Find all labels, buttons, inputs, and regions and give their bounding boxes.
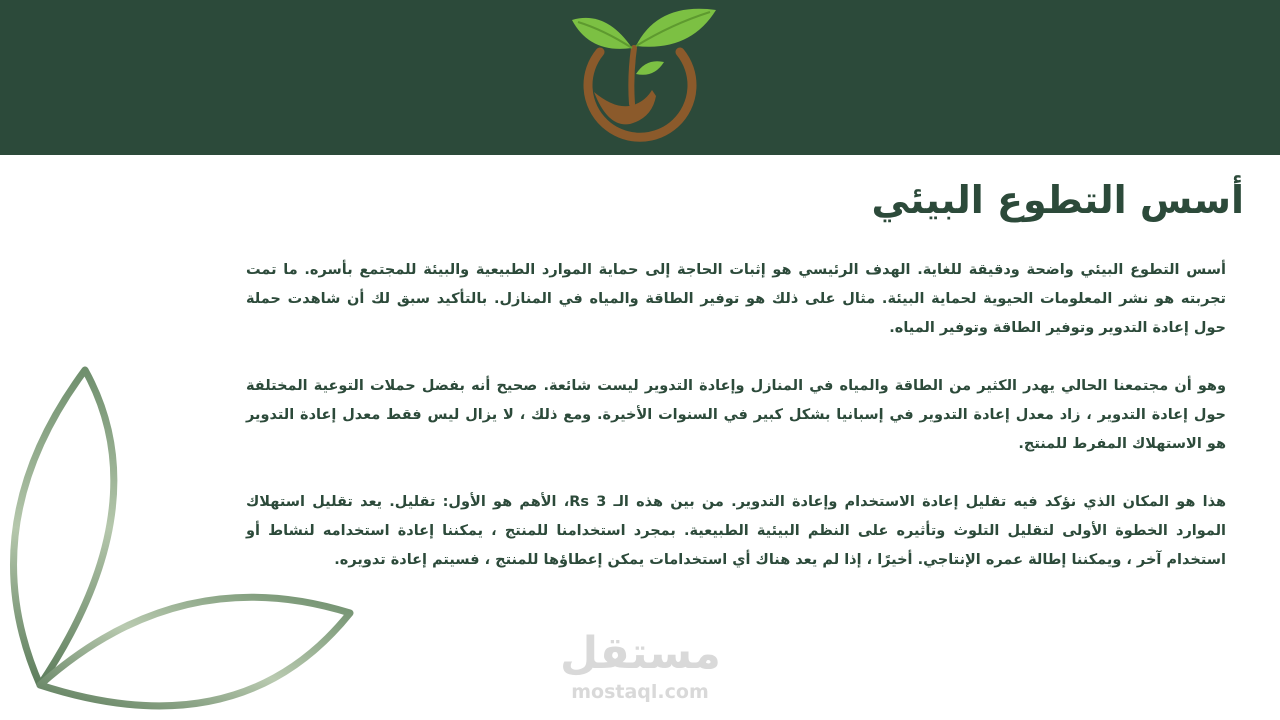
article-body [246, 256, 1226, 604]
watermark-latin: mostaql.com [571, 681, 709, 703]
header-bar [0, 0, 1280, 155]
paragraph-3: هذا هو المكان الذي نؤكد فيه تقليل إعادة الاستخدام وإعادة التدوير. من بين هذه الـ Rs 3، الأهم هو الأول: تقليل. يعد تقليل استهلاك الموارد الخطوة الأولى لتقليل التلوث وتأثيره على النظم البيئية الطبيعية. بمجرد استخدامنا للمنتج ، يمكننا إعادة استخدامه لنشاط أو استخدام آخر ، ويمكننا إطالة عمره الإنتاجي. أخيرًا ، إذا لم يعد هناك أي استخدامات يمكن إعطاؤها للمنتج ، فسيتم إعادة تدويره. [246, 494, 1227, 568]
leaf-outline-icon [0, 355, 370, 720]
watermark-arabic: مستقل [560, 628, 721, 679]
sprout-logo-icon [560, 0, 720, 150]
paragraph-1: أسس التطوع البيئي واضحة ودقيقة للغاية. الهدف الرئيسي هو إثبات الحاجة إلى حماية الموارد الطبيعية والبيئة للمجتمع بأسره. ما تمت تجربته هو نشر المعلومات الحيوية لحماية البيئة. مثال على ذلك هو توفير الطاقة والمياه في المنازل. بالتأكيد سبق لك أن شاهدت حملة حول إعادة التدوير وتوفير الطاقة وتوفير المياه. [246, 262, 1226, 336]
page-title: أسس التطوع البيئي [871, 178, 1244, 222]
paragraph-2: وهو أن مجتمعنا الحالي يهدر الكثير من الطاقة والمياه في المنازل وإعادة التدوير ليست شائعة. صحيح أنه بفضل حملات التوعية المختلفة حول إعادة التدوير ، زاد معدل إعادة التدوير في إسبانيا بشكل كبير في السنوات الأخيرة. ومع ذلك ، لا يزال ليس فقط معدل إعادة التدوير هو الاستهلاك المفرط للمنتج. [246, 378, 1226, 452]
lower-leaf-outline [40, 597, 350, 706]
watermark [560, 628, 720, 712]
